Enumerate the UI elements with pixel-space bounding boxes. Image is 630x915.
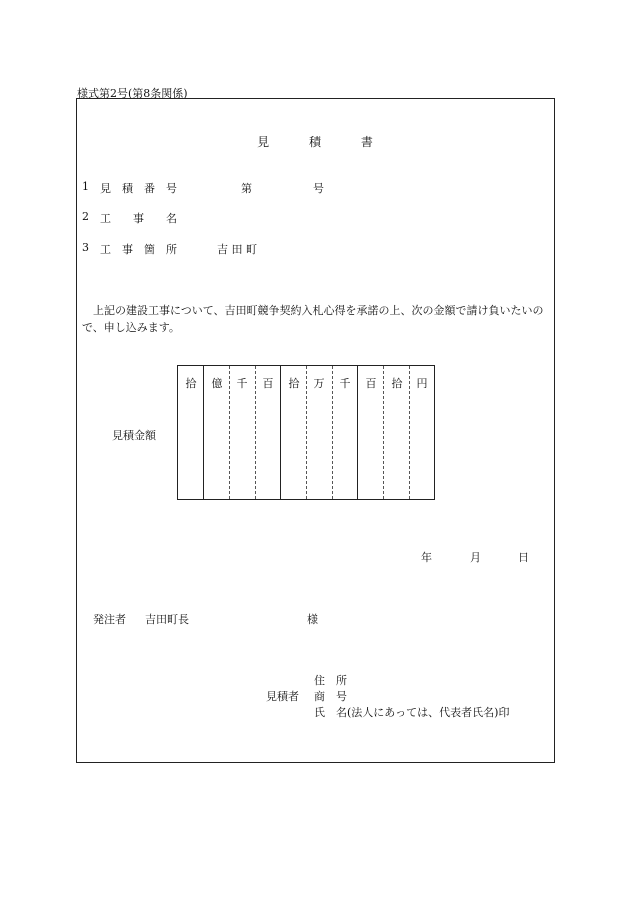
estimate-number-suffix: 号 bbox=[313, 182, 324, 195]
amount-col-header: 円 bbox=[416, 377, 428, 390]
estimate-number-prefix: 第 bbox=[241, 182, 252, 195]
amount-col-header: 億 bbox=[211, 377, 223, 390]
amount-col-divider bbox=[332, 366, 333, 499]
title-char: 見 bbox=[257, 135, 270, 149]
bidder-address-label: 住 所 bbox=[314, 674, 347, 687]
amount-label: 見積金額 bbox=[112, 429, 156, 442]
amount-col-divider bbox=[229, 366, 230, 499]
item-2-label: 工 事 名 bbox=[100, 212, 177, 225]
amount-col-header: 拾 bbox=[185, 377, 197, 390]
amount-col-header: 万 bbox=[313, 377, 325, 390]
amount-col-divider bbox=[280, 366, 281, 499]
date-year: 年 bbox=[421, 551, 432, 564]
item-1-number: 1 bbox=[82, 180, 89, 193]
item-2-number: 2 bbox=[82, 210, 89, 223]
amount-col-divider bbox=[203, 366, 204, 499]
amount-col-divider bbox=[383, 366, 384, 499]
date-month: 月 bbox=[470, 551, 481, 564]
amount-col-header: 百 bbox=[262, 377, 274, 390]
orderer-label: 発注者 bbox=[93, 613, 126, 626]
amount-col-header: 千 bbox=[339, 377, 351, 390]
amount-col-divider bbox=[306, 366, 307, 499]
construction-location-value: 吉 田 町 bbox=[217, 243, 257, 256]
amount-col-header: 百 bbox=[365, 377, 377, 390]
item-3-label: 工 事 箇 所 bbox=[100, 243, 177, 256]
amount-col-divider bbox=[409, 366, 410, 499]
amount-col-header: 拾 bbox=[391, 377, 403, 390]
item-1-label: 見 積 番 号 bbox=[100, 182, 177, 195]
form-caption: 様式第2号(第8条関係) bbox=[77, 87, 188, 100]
bidder-role: 見積者 bbox=[266, 690, 299, 703]
title-char: 積 bbox=[308, 135, 321, 149]
orderer-name: 吉田町長 bbox=[145, 613, 189, 626]
amount-col-divider bbox=[255, 366, 256, 499]
amount-col-header: 千 bbox=[236, 377, 248, 390]
orderer-honorific: 様 bbox=[307, 613, 318, 626]
document-title bbox=[0, 133, 630, 150]
body-paragraph: 上記の建設工事について、吉田町競争契約入札心得を承諾の上、次の金額で請け負いたいので、申し込みます。 bbox=[82, 304, 544, 334]
bidder-company-label: 商 号 bbox=[314, 690, 347, 703]
amount-col-divider bbox=[357, 366, 358, 499]
bidder-name-label: 氏 名(法人にあっては、代表者氏名)印 bbox=[314, 706, 510, 719]
item-3-number: 3 bbox=[82, 241, 89, 254]
amount-table bbox=[177, 365, 435, 500]
amount-col-header: 拾 bbox=[288, 377, 300, 390]
orderer-line bbox=[93, 611, 189, 627]
date-day: 日 bbox=[518, 551, 529, 564]
title-char: 書 bbox=[360, 135, 373, 149]
